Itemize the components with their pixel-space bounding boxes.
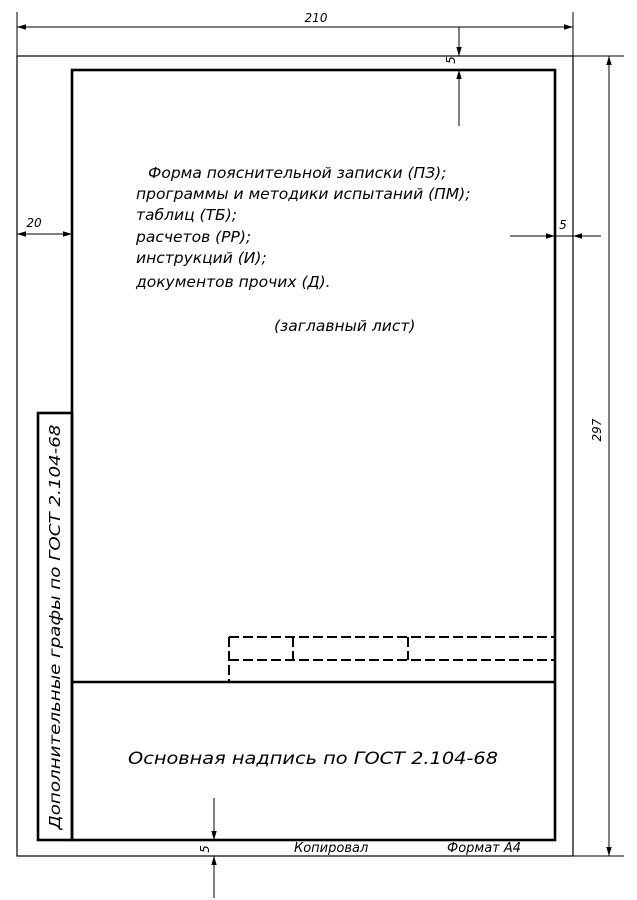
description-line: программы и методики испытаний (ПМ); — [136, 185, 471, 203]
dimension-top-margin-label: 5 — [444, 56, 458, 64]
footer-copied: Копировал — [294, 841, 369, 856]
form-description — [135, 164, 470, 291]
description-line: таблиц (ТБ); — [136, 206, 237, 224]
dimension-width — [17, 12, 573, 56]
description-line: Форма пояснительной записки (ПЗ); — [148, 164, 447, 182]
dimension-left-margin-label: 20 — [26, 216, 42, 230]
description-line: инструкций (И); — [136, 249, 267, 267]
dimension-right-margin-label: 5 — [559, 218, 567, 232]
description-line: документов прочих (Д). — [136, 273, 331, 291]
dimension-height — [573, 56, 624, 856]
description-line: расчетов (РР); — [136, 228, 252, 246]
footer-format: Формат А4 — [447, 841, 522, 856]
sheet-note: (заглавный лист) — [274, 317, 416, 335]
side-column-label: Дополнительные графы по ГОСТ 2.104-68 — [46, 496, 64, 830]
dimension-height-label: 297 — [590, 418, 604, 442]
title-block-label: Основная надпись по ГОСТ 2.104-68 — [128, 749, 499, 769]
dashed-cells — [229, 637, 555, 682]
dimension-width-label: 210 — [304, 11, 328, 25]
dimension-top-margin — [444, 27, 472, 126]
dimension-bottom-margin-label: 5 — [198, 845, 212, 853]
